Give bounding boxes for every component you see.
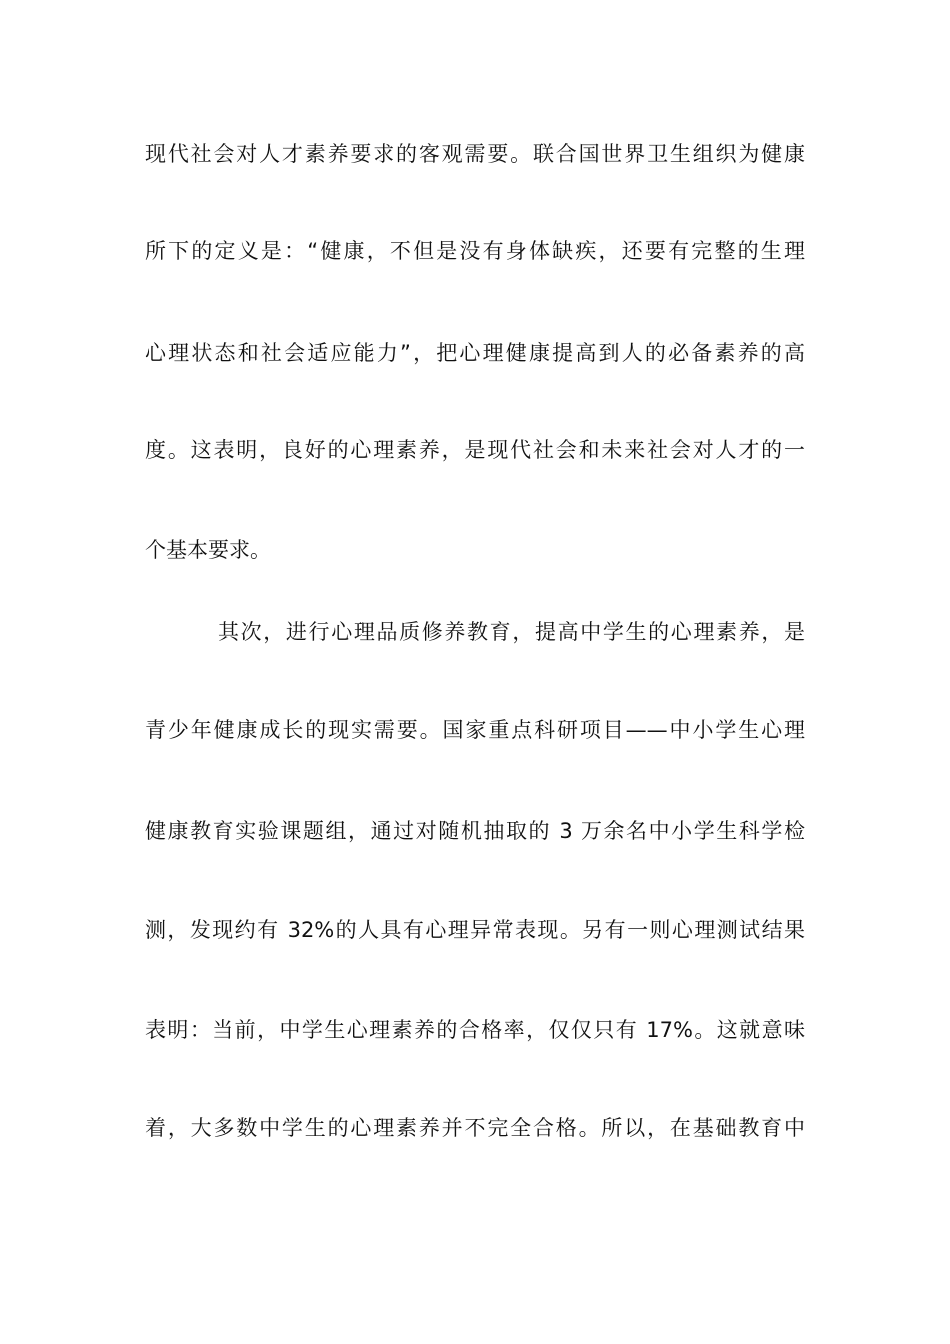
paragraph-line: 表明：当前，中学生心理素养的合格率，仅仅只有 17%。这就意味 bbox=[145, 1018, 805, 1042]
paragraph-line: 心理状态和社会适应能力”，把心理健康提高到人的必备素养的高 bbox=[145, 341, 805, 365]
paragraph-line: 个基本要求。 bbox=[145, 538, 271, 562]
paragraph-line: 健康教育实验课题组，通过对随机抽取的 3 万余名中小学生科学检 bbox=[145, 819, 805, 843]
paragraph-line: 度。这表明，良好的心理素养，是现代社会和未来社会对人才的一 bbox=[145, 438, 805, 462]
paragraph-line: 青少年健康成长的现实需要。国家重点科研项目——中小学生心理 bbox=[145, 718, 805, 742]
paragraph-line: 着，大多数中学生的心理素养并不完全合格。所以，在基础教育中 bbox=[145, 1116, 805, 1140]
paragraph-line: 现代社会对人才素养要求的客观需要。联合国世界卫生组织为健康 bbox=[145, 142, 805, 166]
paragraph-line: 所下的定义是：“健康，不但是没有身体缺疾，还要有完整的生理 bbox=[145, 239, 805, 263]
paragraph-line: 测，发现约有 32%的人具有心理异常表现。另有一则心理测试结果 bbox=[145, 918, 805, 942]
paragraph-first-line: 其次，进行心理品质修养教育，提高中学生的心理素养，是 bbox=[218, 620, 805, 644]
